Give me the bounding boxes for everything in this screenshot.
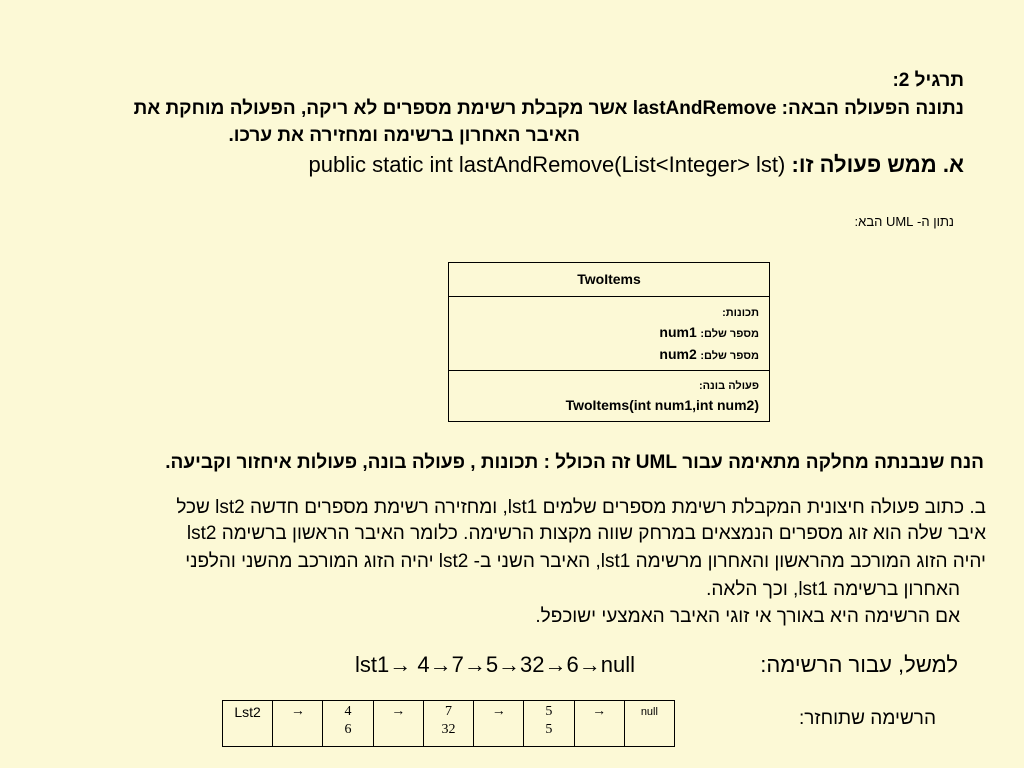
uml-attribute-row [459, 322, 759, 344]
pair-bottom: 32 [441, 722, 456, 737]
uml-attributes-header: תכונות: [722, 307, 759, 319]
uml-attribute-type: מספר שלם: [700, 350, 759, 362]
uml-note: הנח שנבנתה מחלקה מתאימה עבור UML זה הכולל : תכונות , פעולה בונה, פעולות איחזור וקביעה. [165, 452, 984, 473]
uml-operations-section [449, 371, 769, 415]
uml-attributes-section [449, 297, 769, 371]
pair-bottom: 6 [344, 722, 352, 737]
uml-constructor: TwoItems(int num1,int num2) [565, 397, 759, 413]
uml-class-name: TwoItems [449, 263, 769, 297]
exercise-heading: תרגיל 2: [892, 70, 964, 91]
arrow-icon: → [474, 701, 524, 747]
result-label: הרשימה שתוחזר: [799, 708, 936, 729]
example-list: lst1→ 4→7→5→32→6→null [355, 652, 636, 677]
uml-attribute-name: num1 [659, 324, 697, 340]
part-b-line4: האחרון ברשימה lst1, וכך הלאה. [706, 579, 960, 600]
uml-attribute-name: num2 [659, 346, 697, 362]
pair-cell [423, 701, 473, 747]
part-b-line1: ב. כתוב פעולה חיצונית המקבלת רשימת מספרים שלמים lst1, ומחזירה רשימת מספרים חדשה lst2 שכל [176, 497, 986, 518]
part-a-label: א. ממש פעולה זו: [791, 152, 964, 177]
uml-attribute-row [459, 344, 759, 366]
exercise-intro-line2: האיבר האחרון ברשימה ומחזירה את ערכו. [228, 125, 580, 146]
pair-bottom: 5 [545, 722, 553, 737]
uml-attribute-type: מספר שלם: [700, 328, 759, 340]
arrow-icon: → [574, 701, 624, 747]
uml-operations-header: פעולה בונה: [698, 380, 759, 392]
part-b-line3: יהיה הזוג המורכב מהראשון והאחרון מרשימה lst1, האיבר השני ב- lst2 יהיה הזוג המורכב מהשני והלפני [185, 551, 986, 572]
table-row [223, 701, 675, 747]
part-b-line5: אם הרשימה היא באורך אי זוגי האיבר האמצעי ישוכפל. [535, 606, 960, 627]
null-cell: null [624, 701, 674, 747]
pair-top: 5 [545, 704, 553, 719]
uml-given-caption: נתון ה- UML הבא: [854, 214, 954, 229]
result-list-table [222, 700, 675, 747]
pair-top: 4 [344, 704, 352, 719]
uml-class-box [448, 262, 770, 422]
exercise-intro-line1: נתונה הפעולה הבאה: lastAndRemove אשר מקבלת רשימת מספרים לא ריקה, הפעולה מוחקת את [133, 98, 964, 119]
pair-top: 7 [444, 704, 452, 719]
part-a-line [308, 152, 964, 178]
method-signature: public static int lastAndRemove(List<Integer> lst) [308, 152, 786, 177]
arrow-icon: → [273, 701, 323, 747]
arrow-icon: → [373, 701, 423, 747]
pair-cell [323, 701, 373, 747]
list-name-cell: Lst2 [223, 701, 273, 747]
example-label: למשל, עבור הרשימה: [760, 652, 958, 677]
pair-cell [524, 701, 574, 747]
part-b-line2: איבר שלה הוא זוג מספרים הנמצאים במרחק שווה מקצות הרשימה. כלומר האיבר הראשון ברשימה lst2 [186, 523, 986, 544]
